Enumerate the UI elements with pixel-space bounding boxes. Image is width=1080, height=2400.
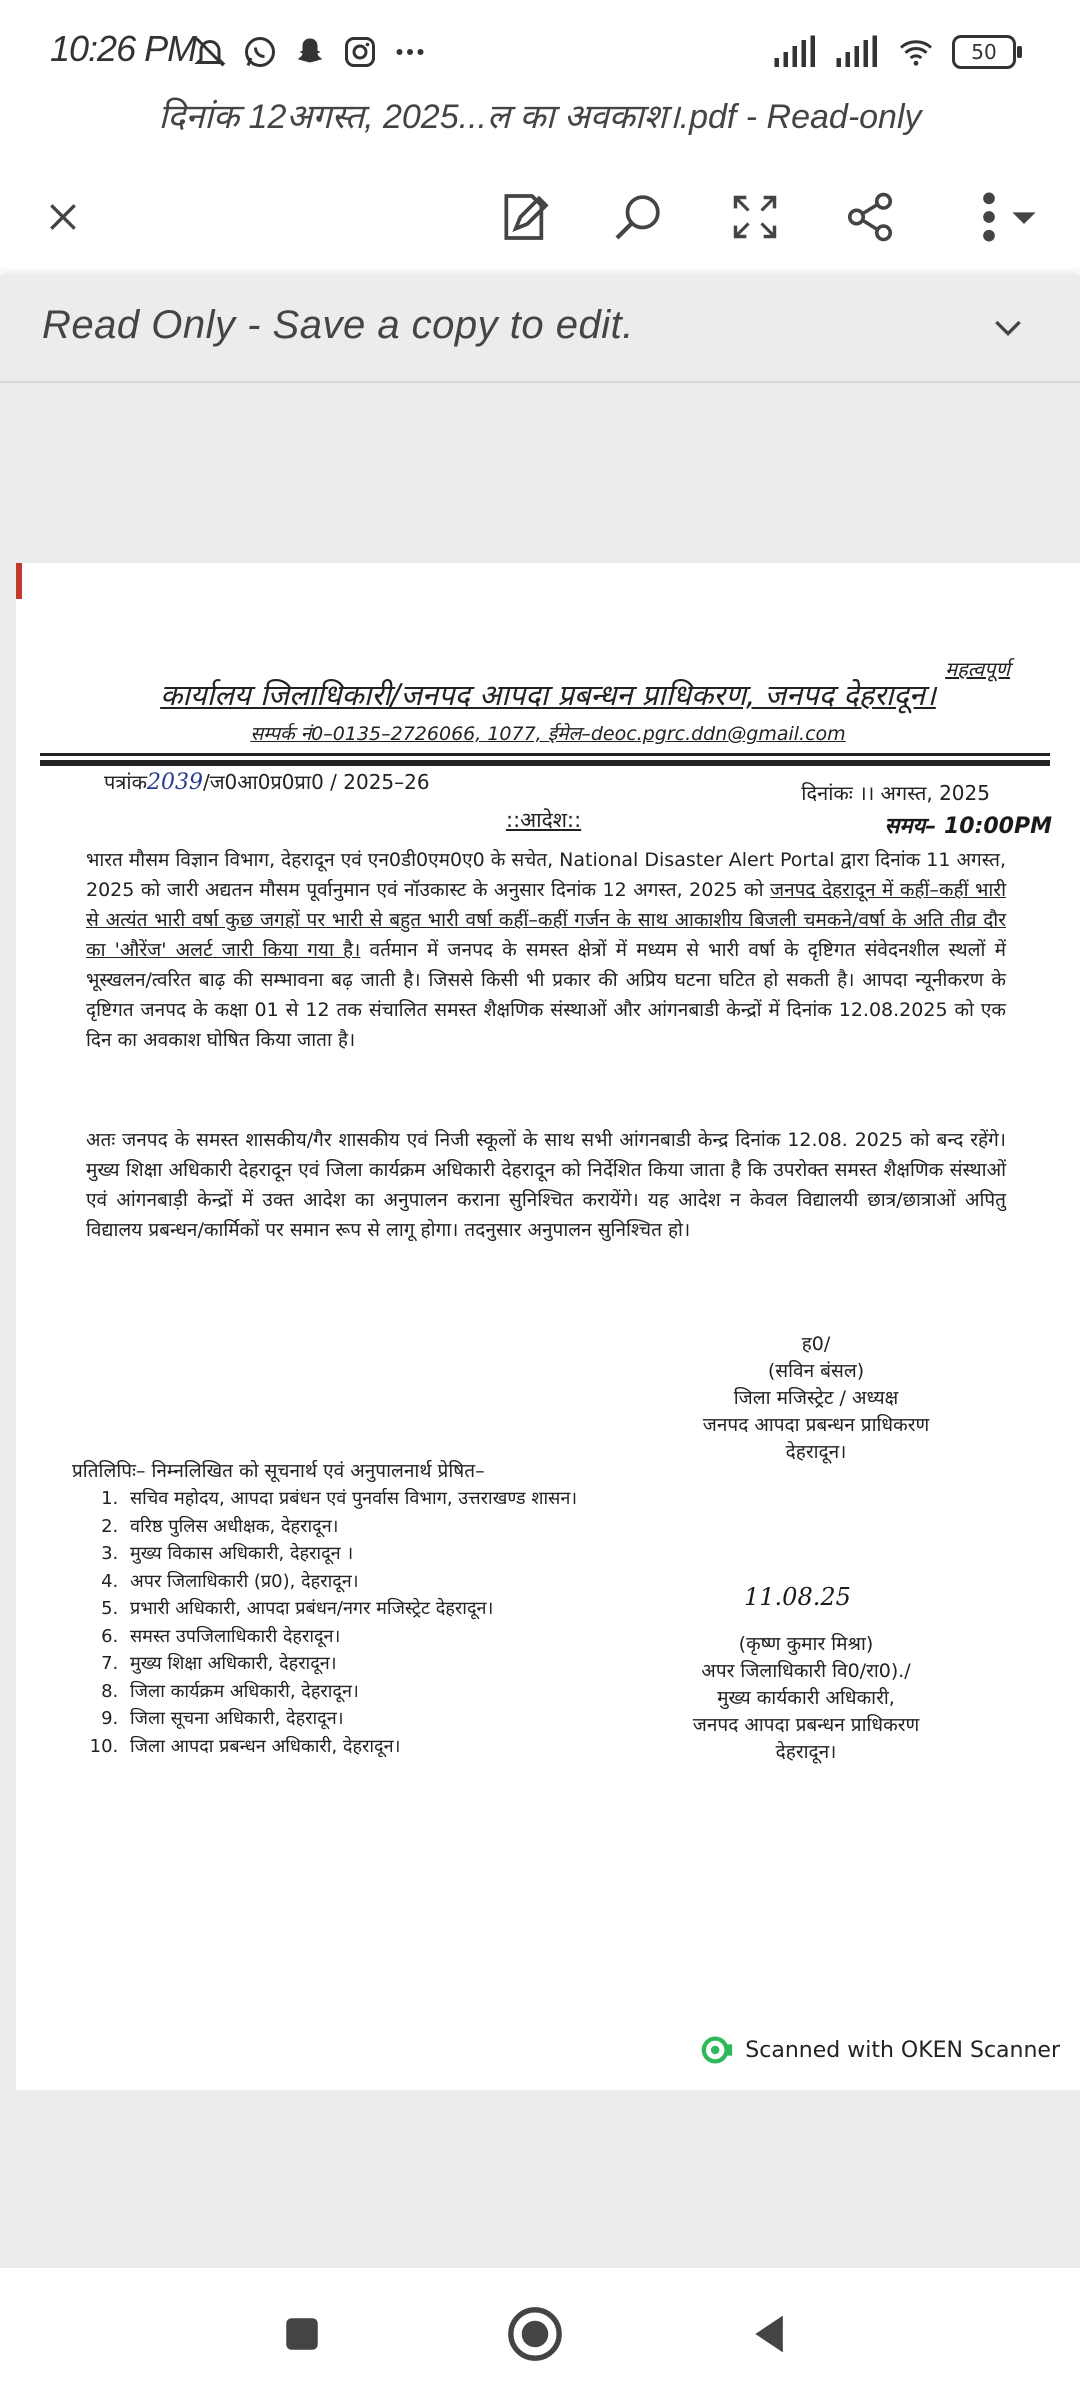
snapchat-icon	[292, 34, 328, 70]
oken-scanner-logo-icon	[701, 2035, 735, 2065]
signatory-block-1	[676, 1331, 956, 1466]
important-mark: महत्वपूर्ण	[945, 657, 1010, 681]
signatory-line: जिला मजिस्ट्रेट / अध्यक्ष	[733, 1387, 899, 1409]
order-heading: ::आदेश::	[506, 808, 582, 832]
readonly-banner[interactable]	[0, 275, 1080, 383]
document-title: दिनांक 12अगस्त, 2025...ल का अवकाश।.pdf - Read-only	[158, 98, 922, 136]
close-button[interactable]	[28, 182, 98, 252]
recents-button[interactable]	[270, 2302, 334, 2366]
paragraph-text: भारत मौसम विज्ञान विभाग, देहरादून एवं एन0डी0एम0ए0 के सचेत, National Disaster Alert Portal द्वारा दिनांक 11 अगस्त, 2025 को जारी अद्यतन मौसम पूर्वानुमान एवं नॉउकास्ट के अनुसार दिनांक 12 अगस्त, 2025 को	[86, 849, 1006, 901]
copies-heading: प्रतिलिपिः– निम्नलिखित को सूचनार्थ एवं अनुपालनार्थ प्रेषित–	[72, 1460, 485, 1482]
letter-number	[104, 768, 430, 795]
list-item: 9. जिला सूचना अधिकारी, देहरादून।	[124, 1705, 577, 1733]
back-icon	[748, 2312, 792, 2356]
fullscreen-icon	[729, 191, 781, 243]
scanner-text: Scanned with OKEN Scanner	[745, 2037, 1060, 2063]
signal-icon	[770, 34, 818, 70]
status-bar	[0, 0, 1080, 100]
list-item: 4. अपर जिलाधिकारी (प्र0), देहरादून।	[124, 1568, 577, 1596]
muted-bell-icon	[192, 34, 228, 70]
signatory-line: (कृष्ण कुमार मिश्रा)	[738, 1633, 874, 1655]
search-button[interactable]	[603, 182, 673, 252]
battery-indicator: 50	[952, 35, 1016, 69]
search-icon	[610, 189, 666, 245]
list-item: 7. मुख्य शिक्षा अधिकारी, देहरादून।	[124, 1650, 577, 1678]
navigation-bar	[0, 2268, 1080, 2400]
system-icons	[770, 34, 1016, 70]
list-item: 8. जिला कार्यक्रम अधिकारी, देहरादून।	[124, 1678, 577, 1706]
whatsapp-icon	[242, 34, 278, 70]
signatory-line: ह0/	[801, 1333, 831, 1355]
share-icon	[843, 190, 897, 244]
home-icon	[506, 2305, 564, 2363]
paragraph-underlined-text: जनपद देहरादून में कहीं–कहीं भारी से अत्यंत भारी वर्षा कुछ जगहों पर भारी से बहुत भारी वर्षा कहीं–कहीं गर्जन के साथ आकाशीय बिजली चमकने/वर्षा के अति तीव्र दौर का 'औरेंज' अलर्ट जारी किया गया है।	[86, 879, 1006, 961]
chevron-down-icon[interactable]	[988, 307, 1028, 347]
list-item: 3. मुख्य विकास अधिकारी, देहरादून ।	[124, 1540, 577, 1568]
pdf-page[interactable]	[16, 563, 1080, 2090]
signatory-line: देहरादून।	[785, 1441, 847, 1463]
close-icon	[43, 197, 83, 237]
office-title: कार्यालय जिलाधिकारी/जनपद आपदा प्रबन्धन प्राधिकरण, जनपद देहरादून।	[160, 678, 936, 712]
header-divider	[40, 760, 1050, 766]
list-item: 5. प्रभारी अधिकारी, आपदा प्रबंधन/नगर मजिस्ट्रेट देहरादून।	[124, 1595, 577, 1623]
pdf-viewer[interactable]	[0, 383, 1080, 2268]
recents-icon	[281, 2313, 323, 2355]
order-time: समय– 10:00PM	[884, 814, 1052, 839]
copies-list	[96, 1485, 577, 1760]
list-item: 6. समस्त उपजिलाधिकारी देहरादून।	[124, 1623, 577, 1651]
status-time: 10:26 PM	[50, 28, 197, 69]
toolbar	[0, 160, 1080, 270]
page-edge-mark	[16, 563, 22, 599]
letter-number-handwritten: 2039	[146, 770, 203, 795]
more-dots-icon	[392, 34, 428, 70]
signatory-line: (सविन बंसल)	[767, 1360, 865, 1382]
scanner-watermark	[701, 2035, 1060, 2065]
home-button[interactable]	[503, 2302, 567, 2366]
edit-button[interactable]	[490, 182, 560, 252]
more-menu-button[interactable]	[960, 182, 1060, 252]
order-paragraph-2: अतः जनपद के समस्त शासकीय/गैर शासकीय एवं निजी स्कूलों के साथ सभी आंगनबाडी केन्द्र दिनांक 12.08. 2025 को बन्द रहेंगे। मुख्य शिक्षा अधिकारी देहरादून एवं जिला कार्यक्रम अधिकारी देहरादून को निर्देशित किया जाता है कि उपरोक्त समस्त शैक्षणिक संस्थाओं एवं आंगनबाड़ी केन्द्रों में उक्त आदेश का अनुपालन कराना सुनिश्चित करायेंगे। यह आदेश न केवल विद्यालयी छात्र/छात्राओं अपितु विद्यालय प्रबन्धन/कार्मिकों पर समान रूप से लागू होगा। तदनुसार अनुपालन सुनिश्चित हो।	[86, 1129, 1006, 1241]
back-button[interactable]	[738, 2302, 802, 2366]
letter-number-prefix: पत्रांक	[104, 770, 147, 794]
edit-icon	[497, 189, 553, 245]
wifi-icon	[894, 34, 938, 70]
signatory-line: जनपद आपदा प्रबन्धन प्राधिकरण	[692, 1714, 920, 1736]
order-paragraph-1	[86, 845, 1006, 1055]
signatory-line: मुख्य कार्यकारी अधिकारी,	[717, 1687, 895, 1709]
header-divider	[40, 753, 1050, 756]
readonly-message: Read Only - Save a copy to edit.	[42, 303, 634, 347]
order-date: दिनांकः ।। अगस्त, 2025	[801, 781, 990, 805]
list-item: 10. जिला आपदा प्रबन्धन अधिकारी, देहरादून।	[124, 1733, 577, 1761]
handwritten-signature-date: 11.08.25	[744, 1583, 851, 1611]
fullscreen-button[interactable]	[720, 182, 790, 252]
signatory-line: जनपद आपदा प्रबन्धन प्राधिकरण	[702, 1414, 930, 1436]
more-menu-icon	[970, 189, 1050, 245]
list-item: 1. सचिव महोदय, आपदा प्रबंधन एवं पुनर्वास विभाग, उत्तराखण्ड शासन।	[124, 1485, 577, 1513]
paragraph-text: वर्तमान में जनपद के समस्त क्षेत्रों में मध्यम से भारी वर्षा के दृष्टिगत संवेदनशील स्थलों में भूस्खलन/त्वरित बाढ़ की सम्भावना बढ़ जाती है। जिससे किसी भी प्रकार की अप्रिय घटना घटित हो सकती है। आपदा न्यूनीकरण के दृष्टिगत जनपद के कक्षा 01 से 12 तक संचालित समस्त शैक्षणिक संस्थाओं और आंगनबाडी केन्द्रों में दिनांक 12.08.2025 को एक दिन का अवकाश घोषित किया जाता है।	[86, 939, 1006, 1051]
office-contact: सम्पर्क नं0–0135–2726066, 1077, ईमेल–deoc.pgrc.ddn@gmail.com	[250, 723, 846, 745]
signatory-line: अपर जिलाधिकारी वि0/रा0)./	[701, 1660, 911, 1682]
share-button[interactable]	[835, 182, 905, 252]
signatory-block-2	[656, 1631, 956, 1766]
signal-icon	[832, 34, 880, 70]
list-item: 2. वरिष्ठ पुलिस अधीक्षक, देहरादून।	[124, 1513, 577, 1541]
instagram-icon	[342, 34, 378, 70]
notification-icons	[192, 34, 428, 70]
signatory-line: देहरादून।	[775, 1741, 837, 1763]
letter-number-suffix: /ज0आ0प्र0प्रा0 / 2025–26	[202, 770, 430, 794]
